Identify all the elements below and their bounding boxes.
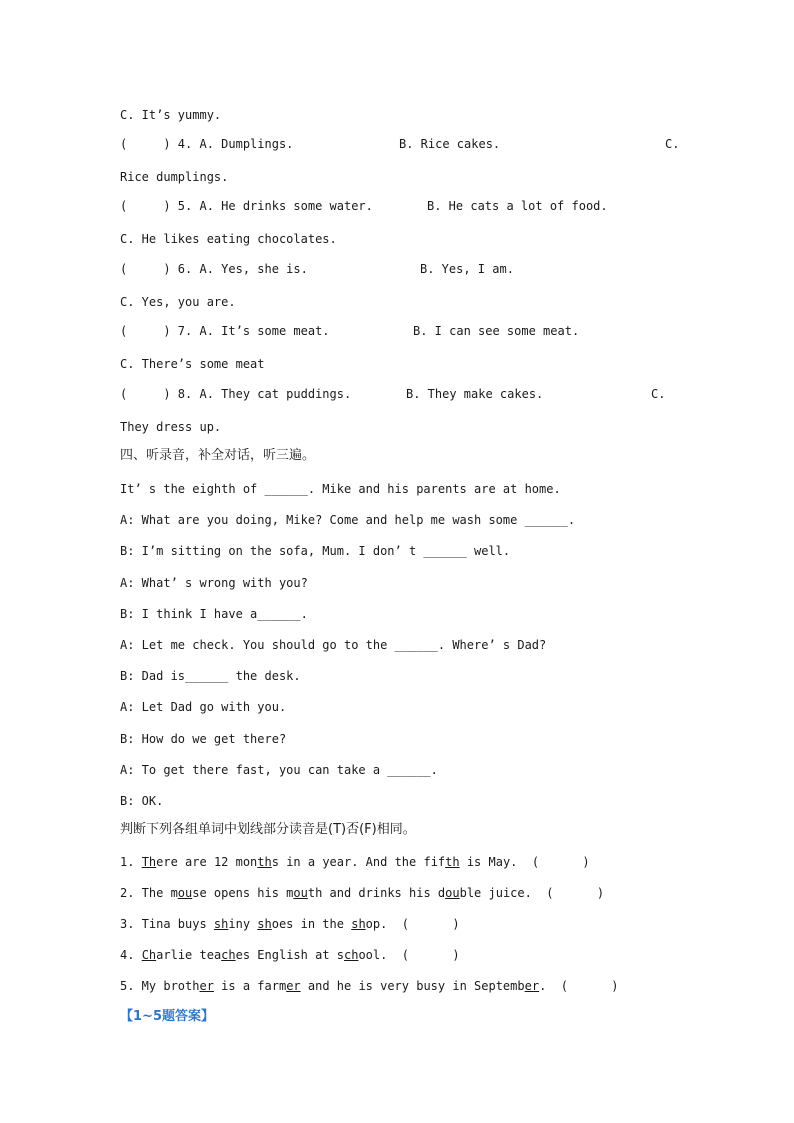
pronunciation-item: 2. The mouse opens his mouth and drinks his double juice. ( )	[120, 886, 605, 900]
q6-option-c: C. Yes, you are.	[120, 295, 236, 309]
dialogue-line: A: What are you doing, Mike? Come and help me wash some ______.	[120, 513, 576, 527]
dialogue-line: B: OK.	[120, 794, 164, 808]
section5-heading: 判断下列各组单词中划线部分读音是(T)否(F)相同。	[120, 822, 416, 837]
q5-stem: ( ) 5. A. He drinks some water.	[120, 199, 373, 213]
q4-option-b: B. Rice cakes.	[399, 137, 501, 151]
pronunciation-item: 3. Tina buys shiny shoes in the shop. ( )	[120, 917, 460, 931]
q8-option-b: B. They make cakes.	[406, 387, 544, 401]
q6-stem: ( ) 6. A. Yes, she is.	[120, 262, 308, 276]
q6-option-b: B. Yes, I am.	[420, 262, 514, 276]
q4-option-c-text: Rice dumplings.	[120, 170, 229, 184]
q4-option-c-label: C.	[665, 137, 680, 151]
dialogue-line: A: To get there fast, you can take a ______.	[120, 763, 438, 777]
q5-option-c: C. He likes eating chocolates.	[120, 232, 337, 246]
pronunciation-item: 5. My brother is a farmer and he is very busy in September. ( )	[120, 979, 619, 993]
q4-stem: ( ) 4. A. Dumplings.	[120, 137, 294, 151]
q7-option-b: B. I can see some meat.	[413, 324, 580, 338]
pronunciation-item: 4. Charlie teaches English at school. ( )	[120, 948, 460, 962]
q8-option-c-label: C.	[651, 387, 666, 401]
dialogue-line: A: Let me check. You should go to the ______. Where’ s Dad?	[120, 638, 547, 652]
dialogue-line: B: I think I have a______.	[120, 607, 308, 621]
answer-label: 【1~5题答案】	[120, 1009, 214, 1024]
q5-option-b: B. He cats a lot of food.	[427, 199, 608, 213]
q8-stem: ( ) 8. A. They cat puddings.	[120, 387, 352, 401]
q7-stem: ( ) 7. A. It’s some meat.	[120, 324, 330, 338]
dialogue-line: B: How do we get there?	[120, 732, 287, 746]
q7-option-c: C. There’s some meat	[120, 357, 265, 371]
dialogue-line: A: Let Dad go with you.	[120, 700, 287, 714]
dialogue-line: B: I’m sitting on the sofa, Mum. I don’ t ______ well.	[120, 544, 511, 558]
section4-heading: 四、听录音，补全对话，听三遍。	[120, 448, 316, 463]
dialogue-line: A: What’ s wrong with you?	[120, 576, 308, 590]
q3-option-c: C. It’s yummy.	[120, 108, 222, 122]
dialogue-line: It’ s the eighth of ______. Mike and his parents are at home.	[120, 482, 561, 496]
dialogue-line: B: Dad is______ the desk.	[120, 669, 301, 683]
pronunciation-item: 1. There are 12 months in a year. And the fifth is May. ( )	[120, 855, 590, 869]
q8-option-c-text: They dress up.	[120, 420, 222, 434]
